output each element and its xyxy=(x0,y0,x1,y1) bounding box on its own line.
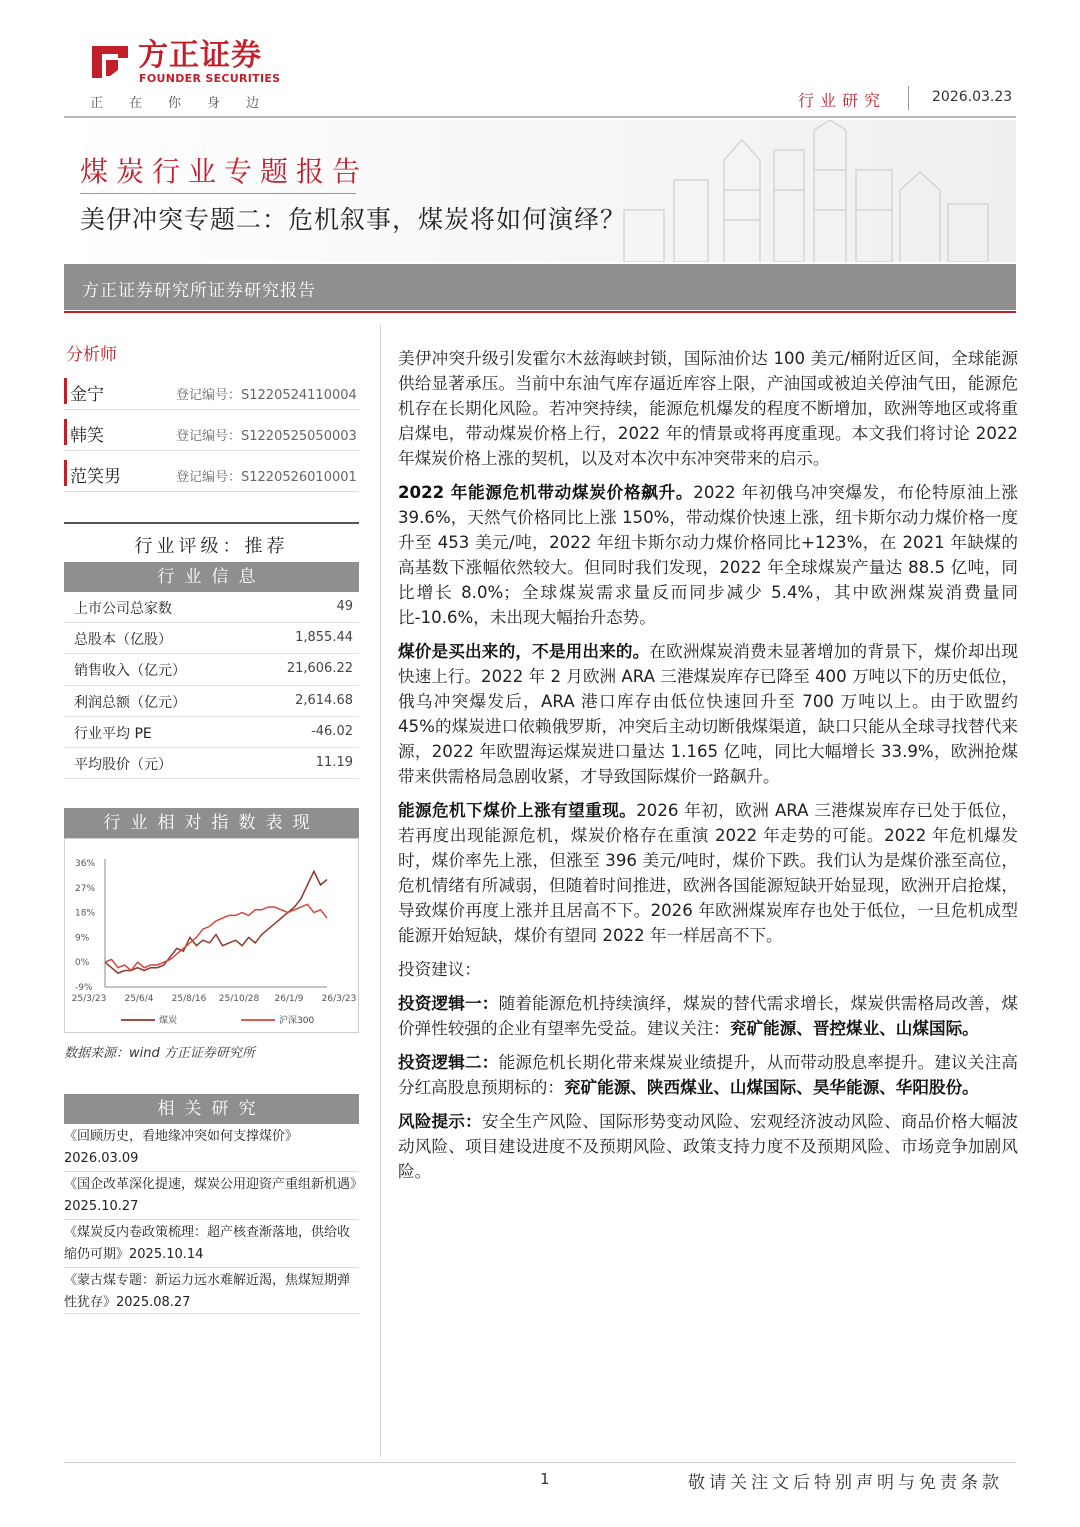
table-row xyxy=(64,623,359,654)
header-divider xyxy=(64,116,1016,118)
row-label: 销售收入（亿元） xyxy=(74,663,186,680)
column-divider xyxy=(380,325,381,1457)
investment-advice-heading: 投资建议： xyxy=(398,960,481,979)
paragraph-text: 2022 年初俄乌冲突爆发，布伦特原油上涨 39.6%，天然气价格同比上涨 150%，带动煤价快速上涨，纽卡斯尔动力煤价格一度升至 453 美元/吨，2022 年纽卡斯尔动力煤价格同比+123%，在 2021 年缺煤的高基数下涨幅依然较大。但同时我们发现，2022 年全球煤炭产量达 88.5 亿吨，同比增长 8.0%；全球煤炭需求量反而同步减少 5.4%，其中欧洲煤炭消费量同比-10.6%，未出现大幅抬升态势。 xyxy=(398,483,1018,627)
paragraph-lead: 投资逻辑一： xyxy=(398,994,499,1013)
analyst-marker xyxy=(64,419,67,445)
row-label: 上市公司总家数 xyxy=(74,601,172,617)
analyst-heading: 分析师 xyxy=(66,345,117,365)
institute-banner xyxy=(64,264,1016,310)
analyst-row xyxy=(64,454,359,492)
paragraph-lead: 2022 年能源危机带动煤炭价格飙升。 xyxy=(398,483,694,502)
related-research-item[interactable]: 《煤炭反内卷政策梳理：超产核查渐落地，供给收缩仍可期》2025.10.14 xyxy=(64,1222,359,1268)
y-tick-label: 0% xyxy=(75,958,90,969)
x-tick-label: 25/3/23 xyxy=(71,994,107,1004)
body-paragraph xyxy=(398,639,1018,789)
industry-info-heading-text: 行业信息 xyxy=(157,567,266,587)
series-line-coal xyxy=(105,871,327,973)
paragraph-text: 2026 年初，欧洲 ARA 三港煤炭库存已处于低位，若再度出现能源危机，煤炭价格存在重演 2022 年走势的可能。2022 年危机爆发时，煤价率先上涨，但涨至 396 美元/吨时，煤价下跌。我们认为是煤价涨至高位，危机情绪有所减弱，但随着时间推进，欧洲各国能源短缺开始显现，欧洲开启抢煤，导致煤价再度上涨并且居高不下。2026 年欧洲煤炭库存也处于低位，一旦危机成型能源开始短缺，煤价有望同 2022 年一样居高不下。 xyxy=(398,801,1018,945)
logo-text-cn: 方正证券 xyxy=(138,38,262,73)
analyst-name: 韩笑 xyxy=(70,426,104,446)
slogan: 正在你身边 xyxy=(90,96,286,111)
x-tick-label: 25/10/28 xyxy=(218,994,260,1004)
table-row xyxy=(64,686,359,717)
related-research-heading-text: 相关研究 xyxy=(157,1099,266,1119)
document-type: 行业研究 xyxy=(798,91,887,110)
row-label: 平均股价（元） xyxy=(74,756,172,773)
related-research-item[interactable]: 《国企改革深化提速，煤炭公用迎资产重组新机遇》2025.10.27 xyxy=(64,1174,359,1220)
recommended-stocks: 兖矿能源、晋控煤业、山煤国际。 xyxy=(729,1019,979,1038)
related-research-heading xyxy=(64,1094,359,1124)
paragraph-lead: 风险提示： xyxy=(398,1112,482,1131)
row-value: 21,606.22 xyxy=(286,661,353,677)
analyst-registration: 登记编号：S1220524110004 xyxy=(176,388,357,403)
legend-label: 沪深300 xyxy=(279,1016,315,1026)
table-row xyxy=(64,748,359,779)
analyst-registration: 登记编号：S1220525050003 xyxy=(176,429,357,444)
paragraph-text: 安全生产风险、国际形势变动风险、宏观经济波动风险、商品价格大幅波动风险、项目建设进度不及预期风险、政策支持力度不及预期风险、市场竞争加剧风险。 xyxy=(398,1112,1019,1181)
report-title: 美伊冲突专题二：危机叙事，煤炭将如何演绎？ xyxy=(80,205,627,234)
row-label: 总股本（亿股） xyxy=(74,632,172,649)
footer-divider xyxy=(64,1462,1016,1463)
institute-banner-text: 方正证券研究所证券研究报告 xyxy=(82,281,316,301)
summary-paragraph: 美伊冲突升级引发霍尔木兹海峡封锁，国际油价达 100 美元/桶附近区间，全球能源供给显著承压。当前中东油气库存逼近库容上限，产油国或被迫关停油气田，能源危机存在长期化风险。若冲突持续，能源危机爆发的程度不断增加，欧洲等地区或将重启煤电，带动煤炭价格上行，2022 年的情景或将再度重现。本文我们将讨论 2022 年煤炭价格上涨的契机，以及对本次中东冲突带来的启示。 xyxy=(398,349,1018,468)
related-research-item[interactable]: 《蒙古煤专题：新运力远水难解近渴，焦煤短期弹性犹存》2025.08.27 xyxy=(64,1270,359,1314)
y-tick-label: 36% xyxy=(75,859,96,869)
title-underline xyxy=(80,193,356,194)
report-body xyxy=(398,346,1018,1193)
related-research-item[interactable]: 《回顾历史，看地缘冲突如何支撑煤价》2026.03.09 xyxy=(64,1126,359,1172)
recommended-stocks: 兖矿能源、陕西煤业、山煤国际、昊华能源、华阳股份。 xyxy=(563,1078,979,1097)
risk-paragraph xyxy=(398,1109,1018,1184)
row-value: 1,855.44 xyxy=(295,630,353,646)
paragraph-lead: 能源危机下煤价上涨有望重现。 xyxy=(398,801,637,820)
body-paragraph xyxy=(398,991,1018,1041)
analyst-marker xyxy=(64,460,67,486)
chart-canvas xyxy=(65,839,360,1034)
industry-rating xyxy=(64,522,359,560)
header-separator xyxy=(908,86,909,110)
relative-index-heading xyxy=(64,808,359,838)
industry-rating-text: 行业评级：推荐 xyxy=(134,536,289,557)
analyst-row xyxy=(64,413,359,451)
analyst-name: 范笑男 xyxy=(70,467,121,487)
footer-disclaimer: 敬请关注文后特别声明与免责条款 xyxy=(688,1473,1003,1493)
relative-index-chart xyxy=(64,838,359,1033)
data-source: 数据来源：wind 方正证券研究所 xyxy=(64,1046,255,1061)
table-row xyxy=(64,717,359,748)
relative-index-heading-text: 行业相对指数表现 xyxy=(103,813,320,833)
y-tick-label: 27% xyxy=(75,883,96,894)
x-tick-label: 26/1/9 xyxy=(274,994,304,1004)
table-row xyxy=(64,592,359,623)
page-header xyxy=(0,0,1080,118)
document-date: 2026.03.23 xyxy=(932,89,1013,105)
city-skyline-icon xyxy=(604,120,1016,262)
body-paragraph xyxy=(398,480,1018,630)
body-paragraph xyxy=(398,1050,1018,1100)
industry-info-heading xyxy=(64,562,359,592)
paragraph-text: 在欧洲煤炭消费未显著增加的背景下，煤价却出现快速上行。2022 年 2 月欧洲 ARA 三港煤炭库存已降至 400 万吨以下的历史低位，俄乌冲突爆发后，ARA 港口库存由低位快速回升至 700 万吨以上。由于欧盟约 45%的煤炭进口依赖俄罗斯，冲突后主动切断俄煤渠道，缺口只能从全球寻找替代来源，2022 年欧盟海运煤炭进口量达 1.165 亿吨，同比大幅增长 33.9%，欧洲抢煤带来供需格局急剧收紧，才导致国际煤价一路飙升。 xyxy=(398,642,1019,786)
series-line-csi300 xyxy=(105,904,327,970)
x-tick-label: 26/3/23 xyxy=(321,994,357,1004)
row-value: 2,614.68 xyxy=(295,692,353,708)
analyst-name: 金宁 xyxy=(70,385,104,405)
logo-text-en: FOUNDER SECURITIES xyxy=(139,72,281,85)
legend-label: 煤炭 xyxy=(159,1016,178,1026)
row-label: 行业平均 PE xyxy=(74,725,152,742)
row-value: -46.02 xyxy=(311,723,353,739)
paragraph-text: 能源危机长期化带来煤炭业绩提升，从而带动股息率提升。建议关注高分红高股息预期标的： xyxy=(398,1053,1019,1097)
row-value: 11.19 xyxy=(315,754,353,770)
analyst-registration: 登记编号：S1220526010001 xyxy=(176,470,357,485)
analyst-row xyxy=(64,372,359,410)
paragraph-text: 随着能源危机持续演绎，煤炭的替代需求增长，煤炭供需格局改善，煤价弹性较强的企业有望率先受益。建议关注： xyxy=(398,994,1019,1038)
body-paragraph xyxy=(398,798,1018,948)
x-tick-label: 25/6/4 xyxy=(124,994,154,1004)
x-tick-label: 25/8/16 xyxy=(171,994,207,1004)
row-value: 49 xyxy=(336,599,353,614)
y-tick-label: -9% xyxy=(75,983,93,993)
red-divider xyxy=(64,311,1016,313)
y-tick-label: 9% xyxy=(75,933,90,944)
series-title: 煤炭行业专题报告 xyxy=(80,155,369,188)
title-banner xyxy=(64,120,1016,262)
analyst-marker xyxy=(64,378,67,404)
industry-info-table xyxy=(64,592,359,779)
page-number: 1 xyxy=(540,1470,550,1488)
y-tick-label: 18% xyxy=(75,908,96,919)
paragraph-lead: 投资逻辑二： xyxy=(398,1053,499,1072)
paragraph-lead: 煤价是买出来的，不是用出来的。 xyxy=(398,642,650,661)
founder-logo-icon xyxy=(88,40,132,84)
row-label: 利润总额（亿元） xyxy=(74,694,186,711)
table-row xyxy=(64,654,359,685)
